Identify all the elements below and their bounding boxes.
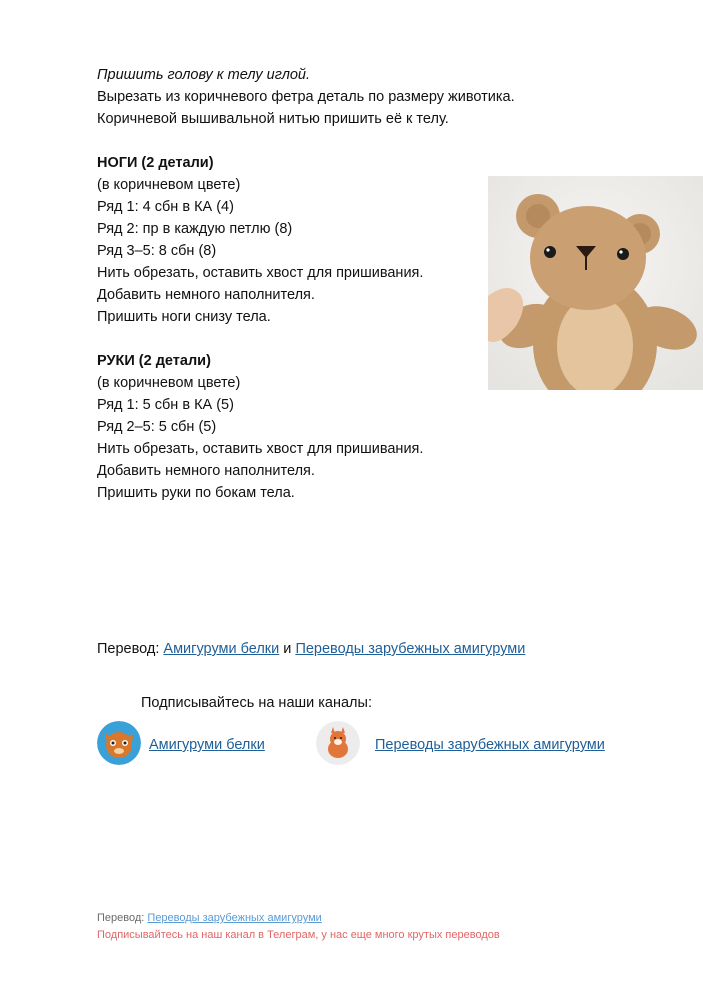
arms-heading: РУКИ (2 детали)	[97, 353, 211, 369]
legs-line: Ряд 2: пр в каждую петлю (8)	[97, 221, 293, 237]
intro-line-3: Коричневой вышивальной нитью пришить её к телу.	[97, 111, 449, 127]
intro-line-1: Пришить голову к телу иглой.	[97, 67, 311, 83]
arms-line: Ряд 2–5: 5 сбн (5)	[97, 419, 217, 435]
legs-line: Нить обрезать, оставить хвост для пришивания.	[97, 265, 424, 281]
fox-channel-icon[interactable]	[316, 721, 360, 765]
translation-joiner: и	[283, 641, 292, 657]
intro-line-2: Вырезать из коричневого фетра деталь по размеру животика.	[97, 89, 515, 105]
arms-line: Добавить немного наполнителя.	[97, 463, 315, 479]
legs-heading: НОГИ (2 детали)	[97, 155, 214, 171]
arms-line: Пришить руки по бокам тела.	[97, 485, 295, 501]
arms-line: Нить обрезать, оставить хвост для пришивания.	[97, 441, 424, 457]
translation-prefix: Перевод:	[97, 641, 160, 657]
link-amigurumi-squirrels[interactable]: Амигуруми белки	[163, 641, 280, 657]
footer-translation-line	[97, 912, 322, 924]
footer-telegram-note: Подписывайтесь на наш канал в Телеграм, у нас еще много крутых переводов	[97, 929, 500, 941]
footer-prefix: Перевод:	[97, 912, 145, 924]
teddy-bear-photo	[488, 176, 703, 390]
legs-line: Ряд 3–5: 8 сбн (8)	[97, 243, 217, 259]
arms-line: Ряд 1: 5 сбн в КА (5)	[97, 397, 234, 413]
link-foreign-amigurumi-translations[interactable]: Переводы зарубежных амигуруми	[295, 641, 526, 657]
squirrel-channel-icon[interactable]	[97, 721, 141, 765]
legs-line: Ряд 1: 4 сбн в КА (4)	[97, 199, 234, 215]
channel-link-amigurumi-squirrels[interactable]: Амигуруми белки	[149, 737, 265, 753]
footer-link-foreign-amigurumi-translations[interactable]: Переводы зарубежных амигуруми	[147, 912, 322, 924]
legs-line: (в коричневом цвете)	[97, 177, 241, 193]
legs-line: Пришить ноги снизу тела.	[97, 309, 271, 325]
arms-line: (в коричневом цвете)	[97, 375, 241, 391]
subscribe-title: Подписывайтесь на наши каналы:	[141, 695, 372, 711]
translation-line	[97, 638, 525, 660]
legs-line: Добавить немного наполнителя.	[97, 287, 315, 303]
channel-link-foreign-amigurumi-translations[interactable]: Переводы зарубежных амигуруми	[375, 737, 605, 753]
